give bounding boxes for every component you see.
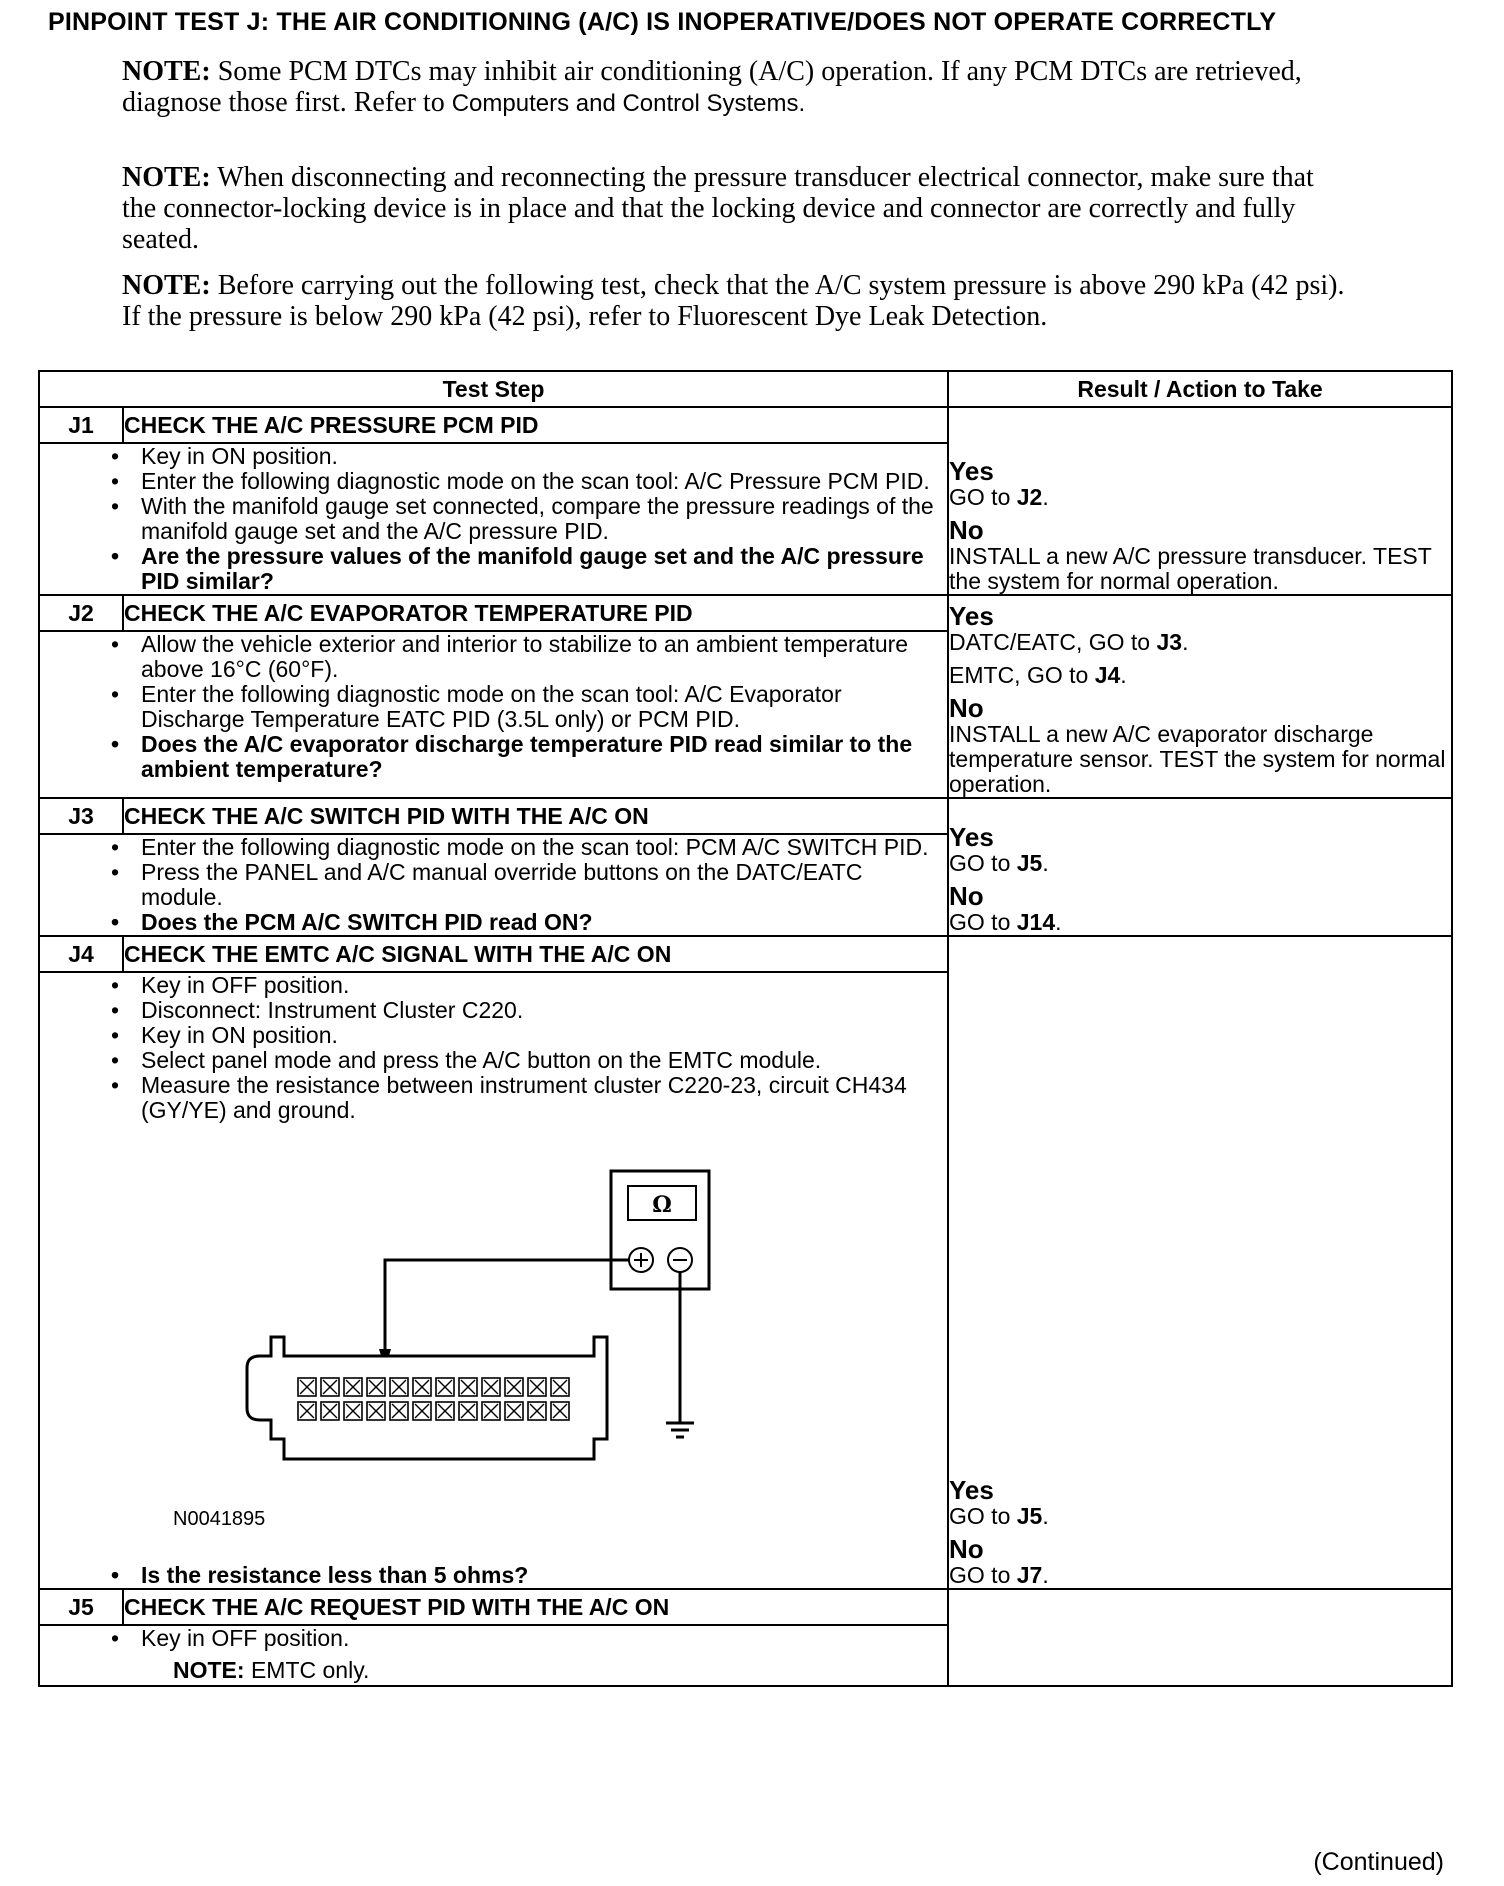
note-reference-link[interactable]: Computers and Control Systems. <box>451 90 806 117</box>
step-j4-result <box>948 936 1452 1589</box>
step-title: CHECK THE A/C REQUEST PID WITH THE A/C ON <box>123 1589 948 1625</box>
result-yes-label: Yes <box>949 601 994 631</box>
result-yes-label: Yes <box>949 822 994 852</box>
note-label: NOTE: <box>122 162 211 193</box>
pinpoint-test-table <box>38 370 1453 1687</box>
goto-step-link[interactable]: J4 <box>1094 662 1121 688</box>
ohm-icon: Ω <box>652 1192 672 1218</box>
list-item: • Enter the following diagnostic mode on the scan tool: A/C Evaporator Discharge Temperature EATC PID (3.5L only) or PCM PID. <box>40 682 947 732</box>
header-result-action: Result / Action to Take <box>948 371 1452 407</box>
goto-step-link[interactable]: J5 <box>1016 850 1043 876</box>
step-bullet-list <box>40 973 947 1123</box>
result-yes-action: DATC/EATC, GO to J3. <box>949 629 1189 655</box>
step-bullet-list <box>40 632 947 782</box>
list-item: • Key in OFF position. <box>40 1626 947 1651</box>
step-j1-title-row <box>39 407 1452 443</box>
list-item: • Enter the following diagnostic mode on the scan tool: PCM A/C SWITCH PID. <box>40 835 947 860</box>
step-j5-result <box>948 1589 1452 1686</box>
list-item: • Disconnect: Instrument Cluster C220. <box>40 998 947 1023</box>
result-yes-label: Yes <box>949 1475 994 1505</box>
step-j1-result <box>948 407 1452 595</box>
note-pressure-transducer-connector <box>122 162 1352 255</box>
page-title: PINPOINT TEST J: THE AIR CONDITIONING (A/C) IS INOPERATIVE/DOES NOT OPERATE CORRECTLY <box>48 8 1277 36</box>
goto-step-link[interactable]: J5 <box>1016 1503 1043 1529</box>
header-test-step: Test Step <box>39 371 948 407</box>
step-j2-result <box>948 595 1452 798</box>
step-j2-title-row <box>39 595 1452 631</box>
step-question: • Does the A/C evaporator discharge temperature PID read similar to the ambient temperature? <box>40 732 947 782</box>
result-no-action: GO to J14. <box>949 909 1062 935</box>
step-id: J2 <box>39 595 123 631</box>
ohmmeter-diagram-illustration <box>40 1123 840 1563</box>
step-title: CHECK THE A/C SWITCH PID WITH THE A/C ON <box>123 798 948 834</box>
list-item: • With the manifold gauge set connected, compare the pressure readings of the manifold gauge set and the A/C pressure PID. <box>40 494 947 544</box>
note-text: Some PCM DTCs may inhibit air conditioning (A/C) operation. If any PCM DTCs are retrieved, diagnose those first. Refer to <box>122 56 1302 118</box>
goto-step-link[interactable]: J3 <box>1156 629 1183 655</box>
goto-step-link[interactable]: J2 <box>1016 484 1043 510</box>
inline-note <box>40 1655 947 1685</box>
goto-step-link[interactable]: J7 <box>1016 1562 1043 1588</box>
result-no-action: GO to J7. <box>949 1562 1049 1588</box>
step-id: J4 <box>39 936 123 972</box>
step-title: CHECK THE A/C PRESSURE PCM PID <box>123 407 948 443</box>
step-body <box>39 834 948 936</box>
result-yes-label: Yes <box>949 456 994 486</box>
list-item: • Key in OFF position. <box>40 973 947 998</box>
result-no-label: No <box>949 1534 984 1564</box>
list-item: • Enter the following diagnostic mode on the scan tool: A/C Pressure PCM PID. <box>40 469 947 494</box>
ohmmeter-connector-diagram <box>40 1123 947 1563</box>
result-no-action: INSTALL a new A/C pressure transducer. TEST the system for normal operation. <box>949 543 1432 594</box>
list-item: • Key in ON position. <box>40 1023 947 1048</box>
connector-c220-icon <box>247 1337 607 1459</box>
step-j3-title-row <box>39 798 1452 834</box>
result-yes-action: GO to J5. <box>949 1503 1049 1529</box>
step-bullet-list <box>40 444 947 594</box>
step-body <box>39 631 948 798</box>
step-question: • Is the resistance less than 5 ohms? <box>40 1563 947 1588</box>
list-item: • Allow the vehicle exterior and interior to stabilize to an ambient temperature above 16°C (60°F). <box>40 632 947 682</box>
note-label: NOTE: <box>173 1657 245 1683</box>
goto-step-link[interactable]: J14 <box>1016 909 1056 935</box>
step-body <box>39 972 948 1589</box>
note-text: EMTC only. <box>250 1657 370 1683</box>
positive-test-lead <box>385 1260 629 1349</box>
note-label: NOTE: <box>122 56 211 87</box>
step-bullet-list <box>40 1563 947 1588</box>
step-question: • Are the pressure values of the manifold gauge set and the A/C pressure PID similar? <box>40 544 947 594</box>
step-bullet-list <box>40 835 947 935</box>
result-yes-action: GO to J2. <box>949 484 1049 510</box>
result-yes-action: EMTC, GO to J4. <box>949 662 1127 688</box>
step-title: CHECK THE EMTC A/C SIGNAL WITH THE A/C ON <box>123 936 948 972</box>
result-no-label: No <box>949 693 984 723</box>
list-item: • Key in ON position. <box>40 444 947 469</box>
result-no-action: INSTALL a new A/C evaporator discharge temperature sensor. TEST the system for normal operation. <box>949 721 1446 797</box>
note-pcm-dtcs <box>122 56 1352 119</box>
list-item: • Select panel mode and press the A/C button on the EMTC module. <box>40 1048 947 1073</box>
step-j4-title-row <box>39 936 1452 972</box>
step-j5-title-row <box>39 1589 1452 1625</box>
table-header-row <box>39 371 1452 407</box>
step-body <box>39 1625 948 1686</box>
step-title: CHECK THE A/C EVAPORATOR TEMPERATURE PID <box>123 595 948 631</box>
step-question: • Does the PCM A/C SWITCH PID read ON? <box>40 910 947 935</box>
note-system-pressure <box>122 270 1352 332</box>
step-body <box>39 443 948 595</box>
list-item: • Measure the resistance between instrument cluster C220-23, circuit CH434 (GY/YE) and ground. <box>40 1073 947 1123</box>
note-label: NOTE: <box>122 270 211 301</box>
result-yes-action: GO to J5. <box>949 850 1049 876</box>
list-item: • Press the PANEL and A/C manual override buttons on the DATC/EATC module. <box>40 860 947 910</box>
step-id: J5 <box>39 1589 123 1625</box>
figure-id: N0041895 <box>173 1508 266 1530</box>
note-text: Before carrying out the following test, check that the A/C system pressure is above 290 kPa (42 psi). If the pressure is below 290 kPa (42 psi), refer to Fluorescent Dye Leak Detection. <box>122 270 1345 332</box>
continued-label: (Continued) <box>1313 1848 1444 1876</box>
result-no-label: No <box>949 515 984 545</box>
step-id: J1 <box>39 407 123 443</box>
note-text: When disconnecting and reconnecting the pressure transducer electrical connector, make sure that the connector-locking device is in place and that the locking device and connector are correctly and fully seated. <box>122 162 1314 255</box>
step-j3-result <box>948 798 1452 936</box>
step-id: J3 <box>39 798 123 834</box>
result-no-label: No <box>949 881 984 911</box>
step-bullet-list <box>40 1626 947 1651</box>
